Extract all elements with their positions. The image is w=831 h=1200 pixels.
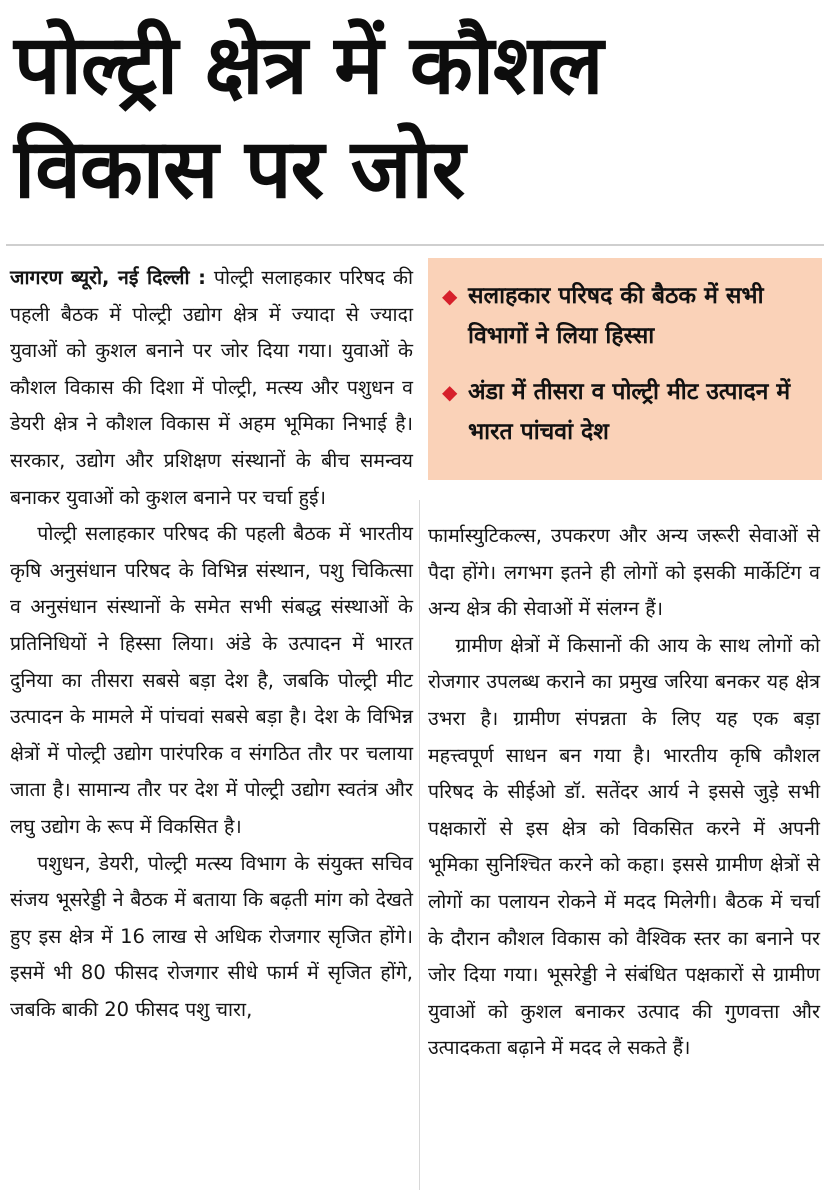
paragraph: पोल्ट्री सलाहकार परिषद की पहली बैठक में भारतीय कृषि अनुसंधान परिषद के विभिन्न संस्थान, पशु चिकित्सा व अनुसंधान संस्थानों के समेत सभी संबद्ध संस्थाओं के प्रतिनिधियों ने हिस्सा लिया। अंडे के उत्पादन में भारत दुनिया का तीसरा सबसे बड़ा देश है, जबकि पोल्ट्री मीट उत्पादन के मामले में पांचवां सबसे बड़ा है। देश के विभिन्न क्षेत्रों में पोल्ट्री उद्योग पारंपरिक व संगठित तौर पर चलाया जाता है। सामान्य तौर पर देश में पोल्ट्री उद्योग स्वतंत्र और लघु उद्योग के रूप में विकसित है। [10, 522, 413, 838]
paragraph-text: पोल्ट्री सलाहकार परिषद की पहली बैठक में पोल्ट्री उद्योग क्षेत्र में ज्यादा से ज्यादा युवाओं को कुशल बनाने पर जोर दिया गया। युवाओं के कौशल विकास की दिशा में पोल्ट्री, मत्स्य और पशुधन व डेयरी क्षेत्र ने कौशल विकास में अहम भूमिका निभाई है। सरकार, उद्योग और प्रशिक्षण संस्थानों के बीच समन्वय बनाकर युवाओं को कुशल बनाने पर चर्चा हुई। [10, 266, 414, 509]
paragraph: ग्रामीण क्षेत्रों में किसानों की आय के साथ लोगों को रोजगार उपलब्ध कराने का प्रमुख जरिया बनकर यह क्षेत्र उभरा है। ग्रामीण संपन्नता के लिए यह एक बड़ा महत्त्वपूर्ण साधन बन गया है। भारतीय कृषि कौशल परिषद के सीईओ डॉ. सतेंदर आर्य ने इससे जुड़े सभी पक्षकारों से इस क्षेत्र को विकसित करने में अपनी भूमिका सुनिश्चित करने को कहा। इससे ग्रामीण क्षेत्रों से लोगों का पलायन रोकने में मदद मिलेगी। बैठक में चर्चा के दौरान कौशल विकास को वैश्विक स्तर का बनाने पर जोर दिया गया। भूसरेड्डी ने संबंधित पक्षकारों से ग्रामीण युवाओं को कुशल बनाकर उत्पाद की गुणवत्ता और उत्पादकता बढ़ाने में मदद ले सकते हैं। [428, 633, 820, 1060]
paragraph: पशुधन, डेयरी, पोल्ट्री मत्स्य विभाग के संयुक्त सचिव संजय भूसरेड्डी ने बैठक में बताया कि बढ़ती मांग को देखते हुए इस क्षेत्र में 16 लाख से अधिक रोजगार सृजित होंगे। इसमें भी 80 फीसद रोजगार सीधे फार्म में सृजित होंगे, जबकि बाकी 20 फीसद पशु चारा, [10, 851, 413, 1021]
headline: पोल्ट्री क्षेत्र में कौशल विकास पर जोर [14, 18, 603, 217]
article-column-left [10, 260, 413, 1190]
paragraph [10, 260, 413, 516]
highlight-text: सलाहकार परिषद की बैठक में सभी विभागों ने लिया हिस्सा [468, 283, 764, 349]
highlight-item [442, 372, 808, 452]
byline: जागरण ब्यूरो, नई दिल्ली : [10, 266, 206, 289]
paragraph: फार्मास्युटिकल्स, उपकरण और अन्य जरूरी सेवाओं से पैदा होंगे। लगभग इतने ही लोगों को इसकी मार्केटिंग व अन्य क्षेत्र की सेवाओं में संलग्न हैं। [428, 524, 820, 621]
article-column-right [428, 518, 820, 1188]
diamond-bullet-icon: ◆ [442, 380, 458, 404]
highlight-item [442, 276, 808, 356]
headline-divider [6, 244, 824, 246]
diamond-bullet-icon: ◆ [442, 284, 458, 308]
highlight-text: अंडा में तीसरा व पोल्ट्री मीट उत्पादन में भारत पांचवां देश [468, 379, 791, 445]
highlights-box [428, 258, 822, 480]
column-divider [419, 500, 420, 1190]
